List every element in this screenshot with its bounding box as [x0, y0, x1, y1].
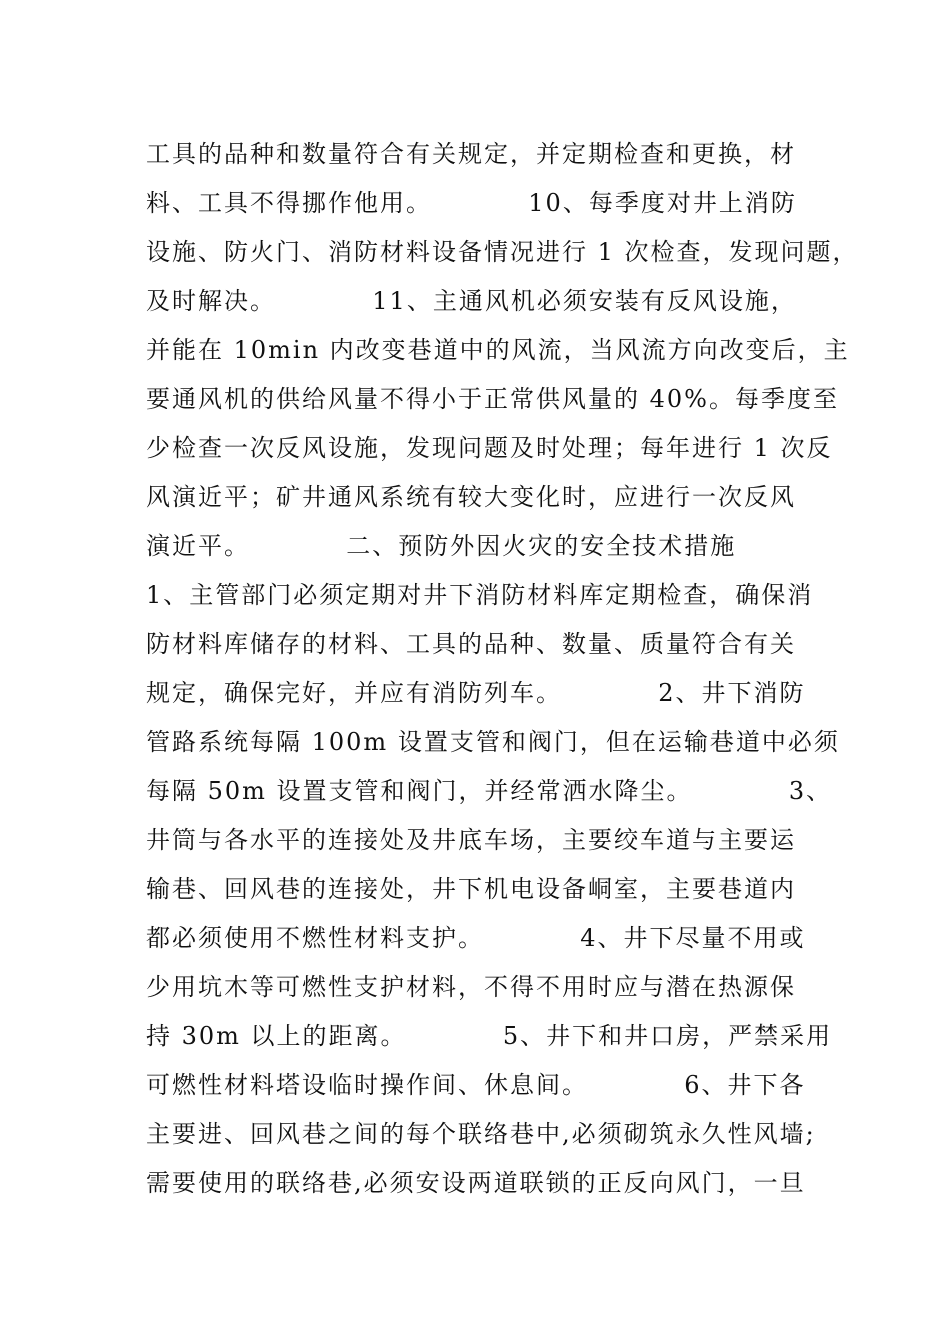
- text-line: 少用坑木等可燃性支护材料，不得不用时应与潜在热源保: [146, 973, 796, 1001]
- text-line: 要通风机的供给风量不得小于正常供风量的 40%。每季度至: [146, 385, 839, 413]
- text-line: 需要使用的联络巷,必须安设两道联锁的正反向风门，一旦: [146, 1169, 806, 1197]
- text-line: 设施、防火门、消防材料设备情况进行 1 次检查，发现问题，: [146, 238, 859, 266]
- text-line: 可燃性材料塔设临时操作间、休息间。 6、井下各: [146, 1071, 806, 1099]
- text-line: 每隔 50m 设置支管和阀门，并经常洒水降尘。 3、: [146, 777, 833, 805]
- text-line: 管路系统每隔 100m 设置支管和阀门，但在运输巷道中必须: [146, 728, 840, 756]
- text-line: 并能在 10min 内改变巷道中的风流，当风流方向改变后，主: [146, 336, 850, 364]
- text-line: 风演近平；矿井通风系统有较大变化时，应进行一次反风: [146, 483, 796, 511]
- text-line: 防材料库储存的材料、工具的品种、数量、质量符合有关: [146, 630, 796, 658]
- text-line: 持 30m 以上的距离。 5、井下和井口房，严禁采用: [146, 1022, 833, 1050]
- text-line: 井筒与各水平的连接处及井底车场，主要绞车道与主要运: [146, 826, 796, 854]
- text-line: 都必须使用不燃性材料支护。 4、井下尽量不用或: [146, 924, 806, 952]
- document-body: [146, 131, 859, 1209]
- text-line: 输巷、回风巷的连接处，井下机电设备峒室，主要巷道内: [146, 875, 796, 903]
- text-line: 工具的品种和数量符合有关规定，并定期检查和更换，材: [146, 140, 796, 168]
- text-line: 少检查一次反风设施，发现问题及时处理；每年进行 1 次反: [146, 434, 833, 462]
- text-line: 1、主管部门必须定期对井下消防材料库定期检查，确保消: [146, 581, 814, 609]
- text-line: 及时解决。 11、主通风机必须安装有反风设施，: [146, 287, 797, 315]
- text-line: 主要进、回风巷之间的每个联络巷中,必须砌筑永久性风墙;: [146, 1120, 816, 1148]
- text-line: 料、工具不得挪作他用。 10、每季度对井上消防: [146, 189, 797, 217]
- text-line: 演近平。 二、预防外因火灾的安全技术措施: [146, 532, 737, 560]
- text-line: 规定，确保完好，并应有消防列车。 2、井下消防: [146, 679, 806, 707]
